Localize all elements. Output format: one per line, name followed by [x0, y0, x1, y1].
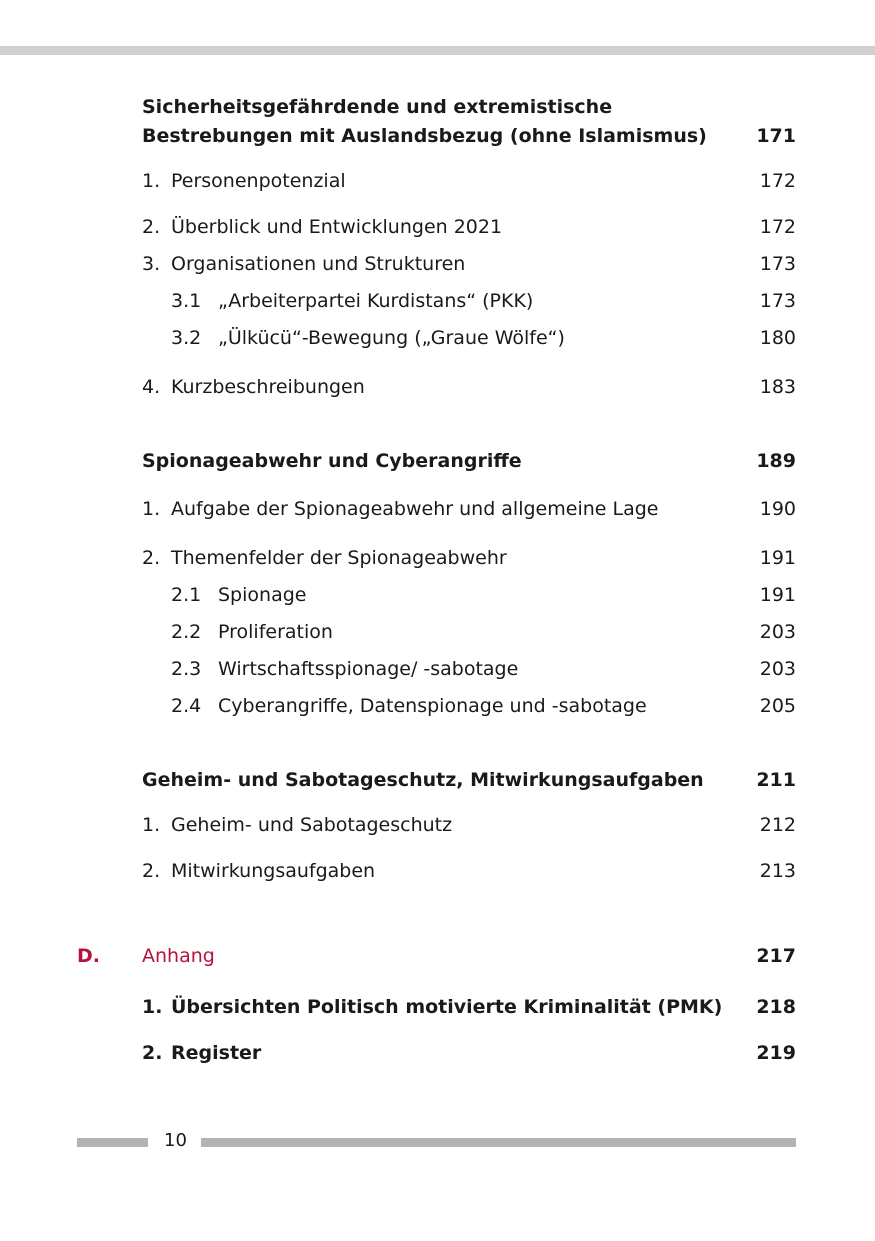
- footer-rule-left: [77, 1138, 148, 1147]
- toc-page-number: 190: [759, 498, 796, 520]
- toc-entry-label: Geheim- und Sabotageschutz: [171, 814, 453, 836]
- toc-entry-number: 2.: [142, 860, 161, 882]
- toc-entry-number: 2.2: [171, 621, 202, 643]
- toc-page-number: 189: [756, 450, 796, 472]
- toc-heading-anhang[interactable]: [142, 943, 796, 969]
- toc-entry-number: 2.1: [171, 584, 202, 606]
- toc-heading-auslandsbezug[interactable]: [142, 123, 796, 149]
- toc-entry-label: Cyberangriffe, Datenspionage und -sabotage: [218, 695, 647, 717]
- footer-rule-right: [201, 1138, 796, 1147]
- toc-heading-text: Bestrebungen mit Auslandsbezug (ohne Islamismus): [142, 125, 707, 147]
- toc-page-number: 217: [756, 945, 796, 967]
- toc-entry-label: Organisationen und Strukturen: [171, 253, 466, 275]
- toc-page-number: 213: [759, 860, 796, 882]
- toc-page-number: 205: [759, 695, 796, 717]
- toc-heading-text: Anhang: [142, 945, 215, 967]
- toc-heading-spionageabwehr[interactable]: [142, 448, 796, 474]
- toc-page-number: 218: [756, 996, 796, 1018]
- toc-heading-text: Geheim- und Sabotageschutz, Mitwirkungsaufgaben: [142, 769, 704, 791]
- toc-entry-label: Register: [171, 1042, 262, 1064]
- toc-heading-geheimschutz[interactable]: [142, 767, 796, 793]
- toc-page-number: 173: [759, 253, 796, 275]
- toc-entry-number: 3.: [142, 253, 161, 275]
- toc-entry-number: 4.: [142, 376, 161, 398]
- toc-entry-label: „Ülkücü“-Bewegung („Graue Wölfe“): [218, 327, 565, 349]
- toc-page-number: 211: [756, 769, 796, 791]
- toc-entry-number: 1.: [142, 170, 161, 192]
- toc-entry-label: Überblick und Entwicklungen 2021: [171, 216, 503, 238]
- toc-page-number: 203: [759, 621, 796, 643]
- toc-entry-label: Personenpotenzial: [171, 170, 346, 192]
- toc-entry-label: Spionage: [218, 584, 307, 606]
- toc-entry-label: Wirtschaftsspionage/ -sabotage: [218, 658, 519, 680]
- toc-entry-number: 2.: [142, 216, 161, 238]
- toc-entry-number: 1.: [142, 814, 161, 836]
- toc-page-number: 219: [756, 1042, 796, 1064]
- toc-entry-label: Aufgabe der Spionageabwehr und allgemeine Lage: [171, 498, 659, 520]
- toc-page-number: 203: [759, 658, 796, 680]
- toc-page-number: 191: [759, 547, 796, 569]
- toc-heading-text: Sicherheitsgefährdende und extremistische: [142, 96, 613, 118]
- toc-entry-label: Kurzbeschreibungen: [171, 376, 365, 398]
- toc-entry-label: Themenfelder der Spionageabwehr: [171, 547, 507, 569]
- toc-entry-number: 1.: [142, 498, 161, 520]
- toc-entry-number: 3.1: [171, 290, 202, 312]
- toc-page-number: 183: [759, 376, 796, 398]
- toc-page-number: 172: [759, 216, 796, 238]
- toc-heading-line1[interactable]: [142, 94, 796, 120]
- toc-entry-number: 3.2: [171, 327, 202, 349]
- toc-entry-label: Mitwirkungsaufgaben: [171, 860, 376, 882]
- toc-entry-number: 2.3: [171, 658, 202, 680]
- toc-entry-number: 2.: [142, 1042, 163, 1064]
- toc-entry-label: „Arbeiterpartei Kurdistans“ (PKK): [218, 290, 534, 312]
- toc-entry-number: 2.: [142, 547, 161, 569]
- toc-entry-label: Proliferation: [218, 621, 333, 643]
- chapter-letter: D.: [77, 945, 100, 967]
- toc-page-number: 212: [759, 814, 796, 836]
- toc-page-number: 171: [756, 125, 796, 147]
- toc-page-number: 191: [759, 584, 796, 606]
- toc-page-number: 172: [759, 170, 796, 192]
- top-rule: [0, 46, 875, 55]
- toc-entry-number: 2.4: [171, 695, 202, 717]
- toc-page-number: 180: [759, 327, 796, 349]
- toc-entry-label: Übersichten Politisch motivierte Kriminalität (PMK): [171, 996, 723, 1018]
- toc-entry-number: 1.: [142, 996, 163, 1018]
- footer-page-number: 10: [164, 1130, 187, 1151]
- toc-page-number: 173: [759, 290, 796, 312]
- toc-heading-text: Spionageabwehr und Cyberangriffe: [142, 450, 522, 472]
